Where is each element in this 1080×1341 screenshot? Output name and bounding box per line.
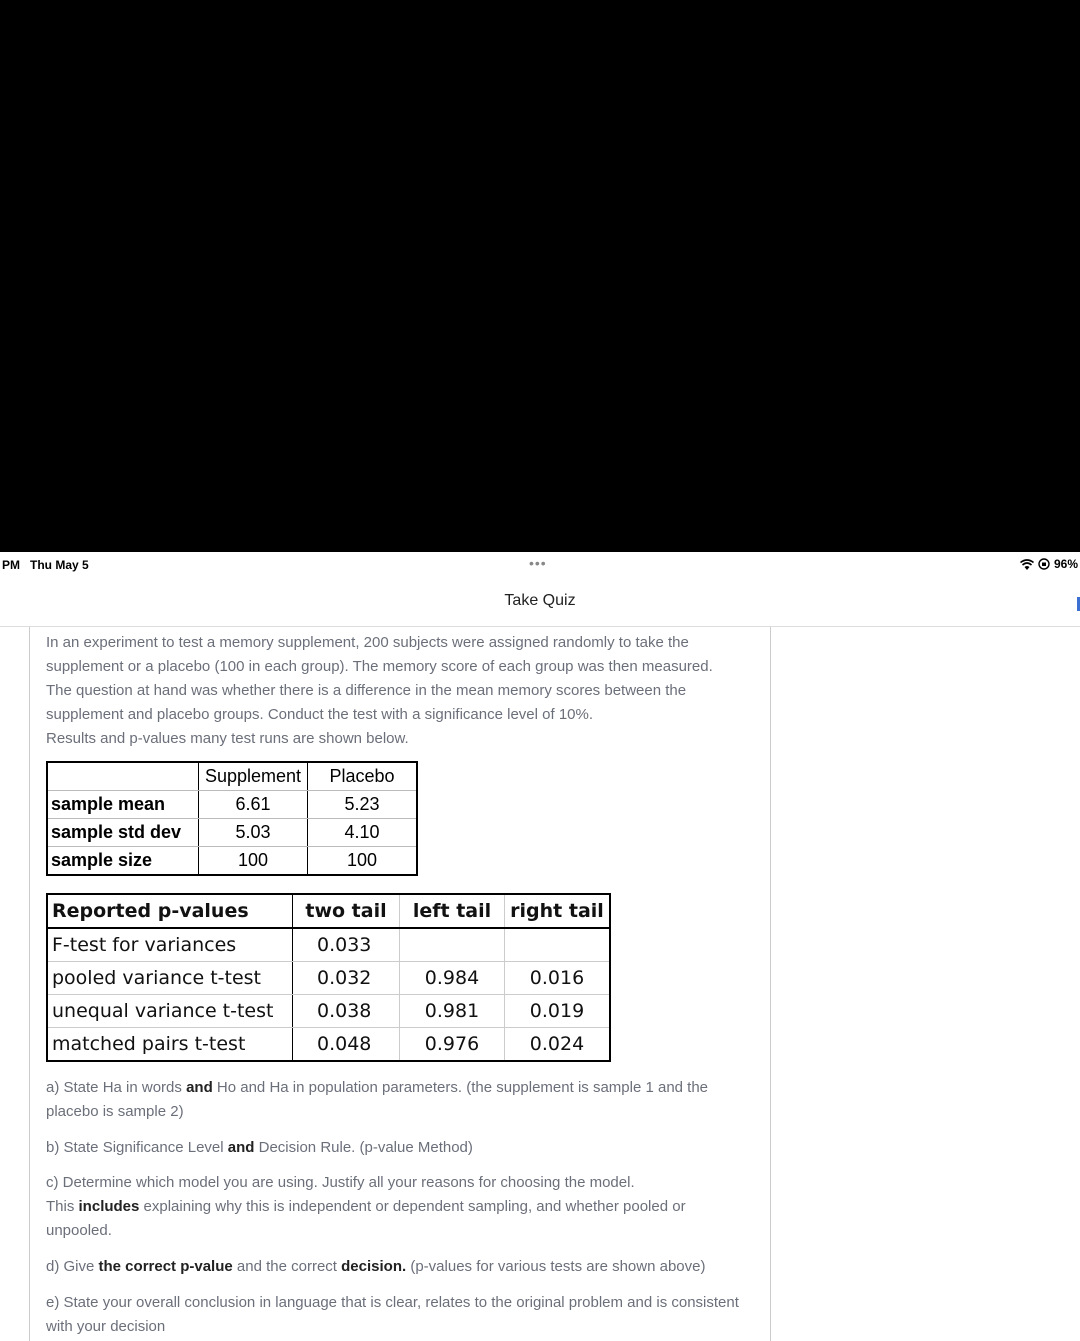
table-cell: 4.10 (308, 819, 418, 847)
table-cell: 0.038 (293, 995, 400, 1028)
question-emphasis: and (186, 1079, 213, 1096)
table-row (47, 1028, 610, 1062)
table-header: Reported p-values (47, 894, 293, 928)
table-cell: unequal variance t-test (47, 995, 293, 1028)
table-row (47, 928, 610, 962)
table-cell: 0.016 (505, 962, 611, 995)
table-cell: 0.019 (505, 995, 611, 1028)
battery-percent: 96% (1053, 557, 1078, 571)
table-cell: pooled variance t-test (47, 962, 293, 995)
question-text-line (46, 1195, 746, 1243)
question-d (46, 1255, 746, 1279)
question-text: d) Give (46, 1258, 99, 1275)
table-cell: 6.61 (199, 791, 308, 819)
question-emphasis: the correct p-value (98, 1258, 233, 1275)
pvalue-table (46, 893, 611, 1062)
table-cell: 0.976 (400, 1028, 505, 1062)
table-cell: matched pairs t-test (47, 1028, 293, 1062)
intro-line: In an experiment to test a memory supplement, 200 subjects were assigned randomly to take the (46, 634, 689, 651)
question-emphasis: includes (78, 1198, 140, 1215)
table-row (47, 962, 610, 995)
question-c (46, 1171, 746, 1243)
question-text: and the correct (232, 1258, 342, 1275)
question-text: c) Determine which model you are using. Justify all your reasons for choosing the model. (46, 1174, 635, 1191)
intro-line: The question at hand was whether there is a difference in the mean memory scores between the (46, 682, 687, 699)
table-row (47, 995, 610, 1028)
table-cell: sample size (47, 847, 199, 876)
table-row (47, 791, 417, 819)
table-cell (505, 928, 611, 962)
question-text: b) State Significance Level (46, 1139, 228, 1156)
table-cell: 0.984 (400, 962, 505, 995)
table-cell: 100 (199, 847, 308, 876)
question-text: This (46, 1198, 79, 1215)
table-row (47, 894, 610, 928)
page-title: Take Quiz (504, 592, 576, 609)
table-cell: 5.23 (308, 791, 418, 819)
question-text: Ho and Ha in population parameters. (the supplement is sample 1 and the placebo is sample 2) (46, 1079, 709, 1120)
question-text: e) State your overall conclusion in language that is clear, relates to the original problem and is consistent with your decision (46, 1294, 739, 1335)
table-cell (47, 762, 199, 791)
intro-line: supplement or a placebo (100 in each group). The memory score of each group was then measured. (46, 658, 713, 675)
question-text: (p-values for various tests are shown above) (406, 1258, 706, 1275)
question-text: explaining why this is independent or dependent sampling, and whether pooled or unpooled. (46, 1198, 686, 1239)
table-header: left tail (400, 894, 505, 928)
question-emphasis: and (227, 1139, 255, 1156)
table-cell: sample std dev (47, 819, 199, 847)
black-area (0, 0, 1080, 552)
status-bar (0, 552, 1080, 578)
table-header: two tail (293, 894, 400, 928)
table-cell: 0.048 (293, 1028, 400, 1062)
wifi-icon (1020, 559, 1034, 570)
title-bar (0, 582, 1080, 627)
question-a (46, 1076, 746, 1124)
intro-line: Results and p-values many test runs are shown below. (46, 730, 409, 747)
question-b (46, 1136, 746, 1160)
table-cell (400, 928, 505, 962)
question-intro (46, 631, 746, 751)
ipad-screen (0, 552, 1080, 1341)
table-cell: 100 (308, 847, 418, 876)
question-text: Decision Rule. (p-value Method) (254, 1139, 473, 1156)
table-row (47, 819, 417, 847)
question-text: a) State Ha in words (46, 1079, 187, 1096)
table-header: Supplement (199, 762, 308, 791)
table-header: Placebo (308, 762, 418, 791)
question-emphasis: decision. (341, 1258, 407, 1275)
multitask-dots-icon[interactable]: ••• (529, 555, 547, 571)
table-cell: 0.032 (293, 962, 400, 995)
table-row (47, 847, 417, 876)
question-e (46, 1291, 746, 1339)
question-panel (29, 627, 771, 1341)
table-cell: 0.033 (293, 928, 400, 962)
stats-table (46, 761, 418, 876)
table-cell: 0.981 (400, 995, 505, 1028)
table-header: right tail (505, 894, 611, 928)
table-row (47, 762, 417, 791)
status-time: PM Thu May 5 (2, 558, 89, 572)
intro-line: supplement and placebo groups. Conduct the test with a significance level of 10%. (46, 706, 594, 723)
status-indicators (1020, 557, 1078, 571)
orientation-lock-icon (1038, 558, 1050, 570)
table-cell: sample mean (47, 791, 199, 819)
table-cell: F-test for variances (47, 928, 293, 962)
table-cell: 0.024 (505, 1028, 611, 1062)
table-cell: 5.03 (199, 819, 308, 847)
